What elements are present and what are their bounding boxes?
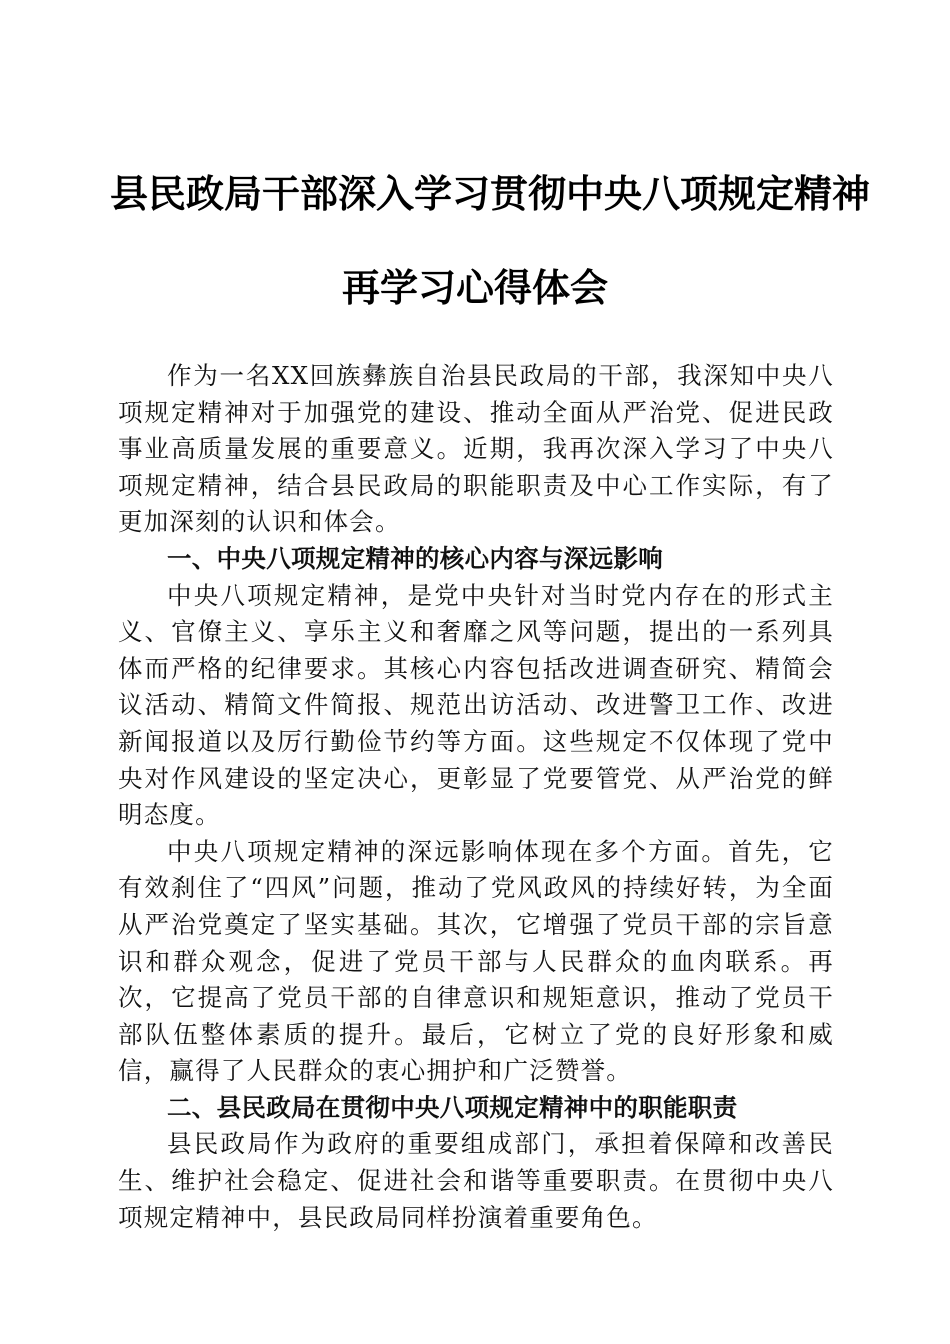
paragraph-section-2a: 县民政局作为政府的重要组成部门，承担着保障和改善民生、维护社会稳定、促进社会和谐等重要职责。在贯彻中央八项规定精神中，县民政局同样扮演着重要角色。 (118, 1129, 834, 1232)
paragraph-intro: 作为一名XX回族彝族自治县民政局的干部，我深知中央八项规定精神对于加强党的建设、推动全面从严治党、促进民政事业高质量发展的重要意义。近期，我再次深入学习了中央八项规定精神，结合县民政局的职能职责及中心工作实际，有了更加深刻的认识和体会。 (118, 361, 834, 537)
paragraph-section-1b: 中央八项规定精神的深远影响体现在多个方面。首先，它有效刹住了“四风”问题，推动了党风政风的持续好转，为全面从严治党奠定了坚实基础。其次，它增强了党员干部的宗旨意识和群众观念，促进了党员干部与人民群众的血肉联系。再次，它提高了党员干部的自律意识和规矩意识，推动了党员干部队伍整体素质的提升。最后，它树立了党的良好形象和威信，赢得了人民群众的衷心拥护和广泛赞誉。 (118, 836, 834, 1086)
document-body (118, 358, 834, 1236)
paragraph-section-1a: 中央八项规定精神，是党中央针对当时党内存在的形式主义、官僚主义、享乐主义和奢靡之风等问题，提出的一系列具体而严格的纪律要求。其核心内容包括改进调查研究、精简会议活动、精简文件简报、规范出访活动、改进警卫工作、改进新闻报道以及厉行勤俭节约等方面。这些规定不仅体现了党中央对作风建设的坚定决心，更彰显了党要管党、从严治党的鲜明态度。 (118, 580, 834, 830)
document-title-line-2: 再学习心得体会 (341, 265, 608, 310)
document-title-line-1: 县民政局干部深入学习贯彻中央八项规定精神 (110, 171, 871, 216)
section-heading-1: 一、中央八项规定精神的核心内容与深远影响 (167, 543, 663, 573)
section-heading-2: 二、县民政局在贯彻中央八项规定精神中的职能职责 (167, 1092, 738, 1122)
